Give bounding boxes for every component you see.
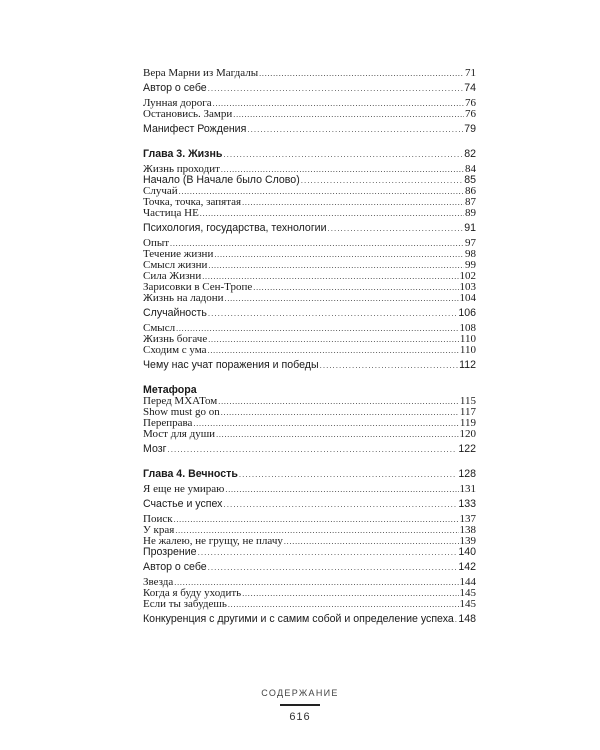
dot-leader	[225, 484, 458, 495]
toc-section-heading: Метафора	[143, 384, 197, 396]
toc-entry-title: Не жалею, не грущу, не плачу	[143, 535, 283, 547]
toc-entry-page: 128	[458, 468, 476, 480]
toc-entry-page: 71	[465, 67, 476, 79]
toc-entry-title: Я еще не умираю	[143, 483, 225, 495]
dot-leader	[242, 588, 458, 599]
toc-entry-page: 103	[459, 281, 476, 293]
toc-entry-title: Манифест Рождения	[143, 123, 247, 135]
dot-leader	[167, 444, 457, 455]
dot-leader	[208, 345, 459, 356]
toc-entry-page: 133	[458, 498, 476, 510]
toc-entry	[143, 124, 476, 135]
dot-leader	[242, 197, 464, 208]
toc-entry	[143, 514, 476, 525]
toc-entry-title: Прозрение	[143, 546, 197, 558]
toc-entry-title: Вера Марни из Магдалы	[143, 67, 259, 79]
dot-leader	[213, 98, 464, 109]
toc-entry	[143, 429, 476, 440]
toc-entry-page: 144	[459, 576, 476, 588]
toc-entry-title: Перед МХАТом	[143, 395, 218, 407]
toc-entry-title: Если ты забудешь	[143, 598, 227, 610]
toc-chapter-entry	[143, 469, 476, 480]
toc-entry-page: 89	[465, 207, 476, 219]
dot-leader	[247, 124, 463, 135]
toc-entry	[143, 308, 476, 319]
dot-leader	[223, 499, 457, 510]
running-footer-section: СОДЕРЖАНИЕ	[261, 688, 339, 698]
toc-entry-title: Глава 3. Жизнь	[143, 148, 223, 160]
toc-entry-page: 138	[459, 524, 476, 536]
toc-entry-page: 139	[459, 535, 476, 547]
toc-entry-title: Опыт	[143, 237, 170, 249]
dot-leader	[208, 334, 459, 345]
table-of-contents	[143, 68, 476, 625]
footer-divider	[280, 704, 320, 706]
toc-chapter-entry	[143, 149, 476, 160]
toc-entry-page: 98	[465, 248, 476, 260]
toc-entry-page: 145	[459, 587, 476, 599]
toc-entry-title: Жизнь на ладони	[143, 292, 224, 304]
toc-entry-page: 117	[459, 406, 476, 418]
toc-entry-title: Точка, точка, запятая	[143, 196, 242, 208]
toc-entry-page: 97	[465, 237, 476, 249]
toc-entry-title: У края	[143, 524, 175, 536]
toc-entry-page: 87	[465, 196, 476, 208]
toc-entry	[143, 223, 476, 234]
toc-entry-page: 140	[458, 546, 476, 558]
dot-leader	[301, 175, 463, 186]
toc-entry	[143, 293, 476, 304]
dot-leader	[174, 514, 459, 525]
toc-entry-title: Психология, государства, технологии	[143, 222, 327, 234]
toc-entry-page: 122	[458, 443, 476, 455]
dot-leader	[193, 418, 458, 429]
toc-entry-page: 91	[464, 222, 476, 234]
toc-entry-title: Смысл	[143, 322, 176, 334]
toc-entry-title: Лунная дорога	[143, 97, 212, 109]
toc-entry-title: Конкуренция с другими и с самим собой и определение успеха	[143, 613, 454, 625]
toc-entry	[143, 599, 476, 610]
dot-leader	[328, 223, 464, 234]
toc-entry-page: 115	[459, 395, 476, 407]
dot-leader	[455, 614, 458, 625]
page-footer	[0, 688, 600, 723]
dot-leader	[208, 260, 464, 271]
dot-leader	[233, 109, 464, 120]
toc-entry-title: Начало (В Начале было Слово)	[143, 174, 300, 186]
toc-entry	[143, 83, 476, 94]
dot-leader	[208, 562, 458, 573]
toc-entry-title: Звезда	[143, 576, 174, 588]
toc-entry-title: Счастье и успех	[143, 498, 223, 510]
toc-entry-page: 131	[459, 483, 476, 495]
toc-entry-title: Поиск	[143, 513, 173, 525]
toc-entry-title: Случайность	[143, 307, 207, 319]
toc-entry-title: Остановись. Замри	[143, 108, 233, 120]
toc-entry	[143, 345, 476, 356]
toc-entry-title: Частица НЕ	[143, 207, 199, 219]
toc-entry-page: 119	[459, 417, 476, 429]
toc-entry-page: 112	[459, 359, 476, 371]
toc-entry-page: 84	[465, 163, 476, 175]
toc-entry-page: 142	[458, 561, 476, 573]
dot-leader	[259, 68, 464, 79]
toc-entry-page: 108	[459, 322, 476, 334]
toc-entry	[143, 109, 476, 120]
dot-leader	[198, 547, 458, 558]
toc-entry-title: Зарисовки в Сен-Тропе	[143, 281, 253, 293]
toc-entry-title: Глава 4. Вечность	[143, 468, 238, 480]
toc-entry-title: Мост для души	[143, 428, 216, 440]
toc-entry	[143, 68, 476, 79]
toc-entry-page: 137	[459, 513, 476, 525]
dot-leader	[170, 238, 464, 249]
dot-leader	[208, 308, 457, 319]
dot-leader	[253, 282, 458, 293]
dot-leader	[200, 208, 464, 219]
toc-entry-title: Автор о себе	[143, 561, 207, 573]
toc-entry	[143, 499, 476, 510]
toc-entry-title: Когда я буду уходить	[143, 587, 242, 599]
toc-entry-title: Автор о себе	[143, 82, 207, 94]
toc-entry-title: Жизнь проходит	[143, 163, 220, 175]
toc-entry-page: 145	[459, 598, 476, 610]
dot-leader	[176, 323, 458, 334]
toc-entry-title: Переправа	[143, 417, 193, 429]
toc-entry-title: Мозг	[143, 443, 167, 455]
dot-leader	[239, 469, 457, 480]
toc-entry	[143, 484, 476, 495]
toc-entry-page: 82	[464, 148, 476, 160]
dot-leader	[225, 293, 459, 304]
dot-leader	[223, 149, 463, 160]
toc-entry-title: Сила Жизни	[143, 270, 202, 282]
toc-entry	[143, 175, 476, 186]
toc-entry	[143, 614, 476, 625]
dot-leader	[216, 429, 458, 440]
toc-entry-title: Чему нас учат поражения и победы	[143, 359, 319, 371]
toc-entry-page: 148	[458, 613, 476, 625]
toc-entry	[143, 562, 476, 573]
dot-leader	[214, 249, 464, 260]
page-number: 616	[289, 711, 311, 723]
toc-entry-page: 99	[465, 259, 476, 271]
toc-entry-page: 110	[459, 333, 476, 345]
toc-entry-page: 102	[459, 270, 476, 282]
toc-entry-page: 120	[459, 428, 476, 440]
toc-entry-title: Смысл жизни	[143, 259, 208, 271]
toc-entry-title: Show must go on	[143, 406, 220, 418]
toc-entry-page: 86	[465, 185, 476, 197]
toc-entry-page: 104	[459, 292, 476, 304]
toc-entry	[143, 407, 476, 418]
toc-entry	[143, 547, 476, 558]
toc-entry-title: Случай	[143, 185, 178, 197]
dot-leader	[284, 536, 459, 547]
toc-entry	[143, 444, 476, 455]
dot-leader	[228, 599, 459, 610]
toc-entry-page: 76	[465, 108, 476, 120]
toc-entry-title: Течение жизни	[143, 248, 214, 260]
toc-entry-page: 79	[464, 123, 476, 135]
toc-entry	[143, 360, 476, 371]
dot-leader	[208, 83, 464, 94]
dot-leader	[218, 396, 459, 407]
toc-entry-page: 106	[458, 307, 476, 319]
dot-leader	[320, 360, 459, 371]
toc-entry-page: 110	[459, 344, 476, 356]
toc-entry-page: 74	[464, 82, 476, 94]
toc-entry-page: 85	[464, 174, 476, 186]
toc-entry-title: Жизнь богаче	[143, 333, 208, 345]
toc-entry-page: 76	[465, 97, 476, 109]
dot-leader	[221, 407, 459, 418]
toc-entry-title: Сходим с ума	[143, 344, 207, 356]
toc-entry	[143, 208, 476, 219]
